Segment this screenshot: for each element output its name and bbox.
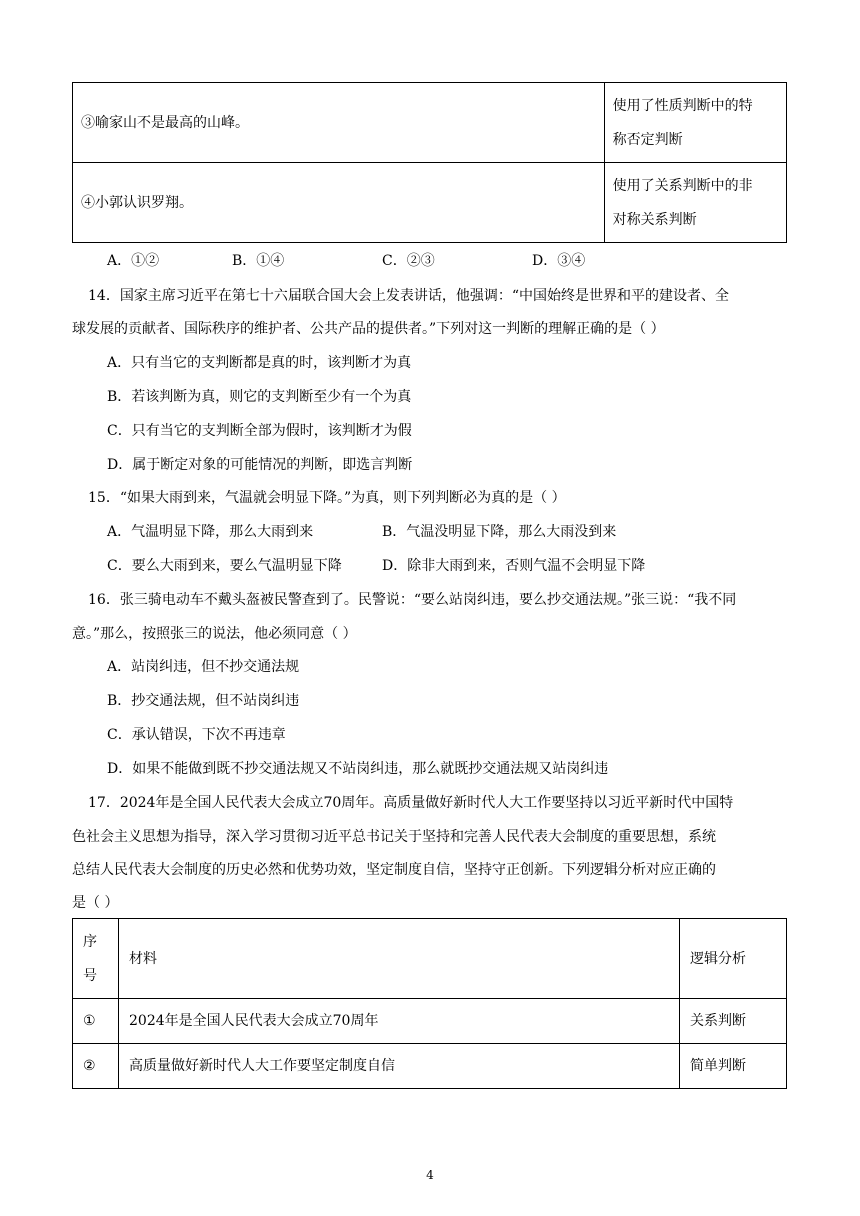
option-a[interactable]: A．只有当它的支判断都是真的时，该判断才为真: [107, 355, 412, 371]
option-a[interactable]: A．①②: [107, 253, 160, 269]
question-17-stem: 17．2024年是全国人民代表大会成立70周年。高质量做好新时代人大工作要坚持以习近平新时代中国特: [88, 795, 734, 811]
option-a[interactable]: A．站岗纠违，但不抄交通法规: [107, 659, 300, 675]
material-cell: ③喻家山不是最高的山峰。: [73, 83, 605, 163]
row-number-cell: ②: [73, 1044, 119, 1089]
material-cell: 2024年是全国人民代表大会成立70周年: [119, 999, 680, 1044]
option-c[interactable]: C．承认错误，下次不再违章: [107, 727, 286, 743]
header-text: 序: [83, 933, 97, 950]
analysis-cell: 简单判断: [680, 1044, 787, 1089]
question-17-stem: 总结人民代表大会制度的历史必然和优势功效，坚定制度自信，坚持守正创新。下列逻辑分析对应正确的: [72, 862, 716, 878]
option-d[interactable]: D．属于断定对象的可能情况的判断，即选言判断: [107, 457, 413, 473]
option-d[interactable]: D．除非大雨到来，否则气温不会明显下降: [382, 558, 646, 574]
table-row: [73, 1044, 787, 1089]
question-17-stem: 是（ ）: [72, 895, 119, 911]
question-14-stem: 球发展的贡献者、国际秩序的维护者、公共产品的提供者。”下列对这一判断的理解正确的是（ ）: [72, 321, 665, 337]
page-number: 4: [426, 1168, 434, 1182]
row-number-cell: ①: [73, 999, 119, 1044]
question-17-stem: 色社会主义思想为指导，深入学习贯彻习近平总书记关于坚持和完善人民代表大会制度的重要思想，系统: [72, 829, 716, 845]
question-14-stem: 14．国家主席习近平在第七十六届联合国大会上发表讲话，他强调：“中国始终是世界和平的建设者、全: [88, 288, 729, 304]
table-row: [73, 163, 787, 243]
option-c[interactable]: C．只有当它的支判断全部为假时，该判断才为假: [107, 423, 412, 439]
question-17-table: [72, 918, 787, 1089]
option-b[interactable]: B．抄交通法规，但不站岗纠违: [107, 693, 300, 709]
option-a[interactable]: A．气温明显下降，那么大雨到来: [107, 524, 314, 540]
option-d[interactable]: D．③④: [532, 253, 586, 269]
material-cell: ④小郭认识罗翔。: [73, 163, 605, 243]
analysis-text: 使用了关系判断中的非: [612, 177, 753, 194]
question-16-stem: 16．张三骑电动车不戴头盔被民警查到了。民警说：“要么站岗纠违，要么抄交通法规。”张三说：“我不同: [88, 592, 737, 608]
question-16-stem: 意。”那么，按照张三的说法，他必须同意（ ）: [72, 626, 357, 642]
analysis-text: 称否定判断: [612, 131, 683, 148]
table-row: [73, 999, 787, 1044]
table-row: [73, 83, 787, 163]
option-c[interactable]: C．要么大雨到来，要么气温明显下降: [107, 558, 342, 574]
analysis-cell: [604, 163, 786, 243]
option-c[interactable]: C．②③: [382, 253, 435, 269]
header-text: 号: [83, 967, 97, 984]
option-b[interactable]: B．若该判断为真，则它的支判断至少有一个为真: [107, 389, 412, 405]
analysis-text: 使用了性质判断中的特: [612, 97, 753, 114]
question-13-table: [72, 82, 787, 243]
question-15-stem: 15．“如果大雨到来，气温就会明显下降。”为真，则下列判断必为真的是（ ）: [88, 490, 566, 506]
header-analysis-cell: 逻辑分析: [680, 919, 787, 999]
option-b[interactable]: B．①④: [232, 253, 285, 269]
analysis-cell: [604, 83, 786, 163]
material-cell: 高质量做好新时代人大工作要坚定制度自信: [119, 1044, 680, 1089]
analysis-cell: 关系判断: [680, 999, 787, 1044]
table-header-row: [73, 919, 787, 999]
analysis-text: 对称关系判断: [612, 211, 697, 228]
header-number-cell: [73, 919, 119, 999]
option-b[interactable]: B．气温没明显下降，那么大雨没到来: [382, 524, 617, 540]
option-d[interactable]: D．如果不能做到既不抄交通法规又不站岗纠违，那么就既抄交通法规又站岗纠违: [107, 761, 609, 777]
header-material-cell: 材料: [119, 919, 680, 999]
